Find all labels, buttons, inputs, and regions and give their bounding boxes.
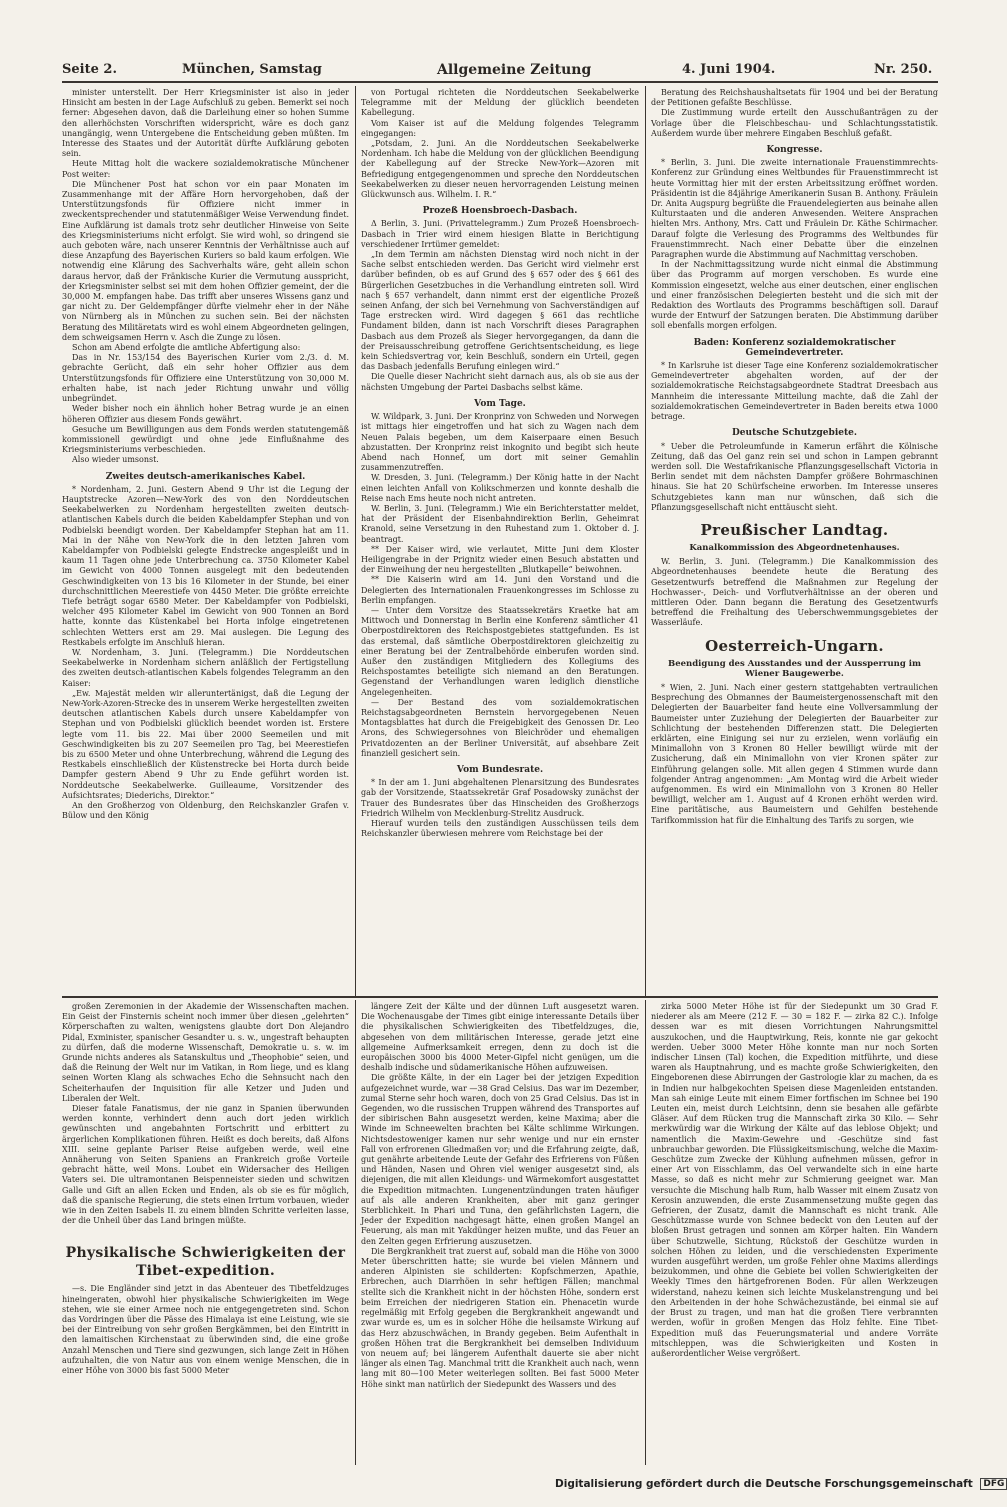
paragraph: * In der am 1. Juni abgehaltenen Plenarsitzung des Bundesrates gab der Vorsitzende, Staatssekretär Graf Posadowsky zunächst der Trauer des Bundesrates über das Hinscheiden des Großherzogs Friedrich Wilhelm von Mecklenburg-Strelitz Ausdruck. [361, 778, 639, 818]
paragraph: „Potsdam, 2. Juni. An die Norddeutschen Seekabelwerke Nordenham. Ich habe die Meldung von der glücklichen Beendigung der Kabellegung auf der Strecke New-York—Azoren mit Befriedigung entgegengenommen und spreche den Norddeutschen Seekabelwerken zu dieser neuen hervorragenden Leistung meinen Glückwunsch aus. Wilhelm. I. R.“ [361, 139, 639, 200]
paragraph: minister unterstellt. Der Herr Kriegsminister ist also in jeder Hinsicht am besten in der Lage Aufschluß zu geben. Bemerkt sei noch ferner: Abgesehen davon, daß die Darleihung einer so hohen Summe den allerhöchsten Vorschriften widerspricht, wäre es doch ganz unangängig, wenn Untergebene die Entscheidung geben müßten. Im Interesse des Staates und der Autorität dürfte Aufklärung geboten sein. [62, 88, 349, 159]
paragraph: längere Zeit der Kälte und der dünnen Luft ausgesetzt waren. Die Wochenausgabe der Times gibt einige interessante Details über die physikalischen Schwierigkeiten des Tibetfeldzuges, die, abgesehen von dem militärischen Interesse, gerade jetzt eine allgemeine Aufmerksamkeit erregen, denn zu doch ist die europäischen 3000 bis 4000 Meter-Gipfel nicht genügen, um die deshalb indische und südamerikanische Höhen aufzuweisen. [361, 1002, 639, 1073]
paragraph: —s. Die Engländer sind jetzt in das Abenteuer des Tibetfeldzuges hineingeraten, obwohl hier physikalische Schwierigkeiten im Wege stehen, wie sie einer Armee noch nie entgegengetreten sind. Schon das Vordringen über die Pässe des Himalaya ist eine Leistung, wie sie bei der Eintreibung von sehr großen Bergkämmen, bei den Eintritt in den lamaitischen Kirchenstaat zu überwinden sind, die eine große Anzahl Menschen und Tiere sind gezwungen, sich lange Zeit in Höhen aufzuhalten, die von Natur aus von einem wenige Menschen, die in einer Höhe von 3000 bis fast 5000 Meter [62, 1284, 349, 1376]
feuilleton-column-2 [361, 1002, 639, 1464]
section-heading: Zweites deutsch-amerikanisches Kabel. [105, 471, 306, 482]
paragraph: Die Quelle dieser Nachricht sieht darnach aus, als ob sie aus der nächsten Umgebung der Partei Dasbachs selbst käme. [361, 372, 639, 392]
newspaper-title: Allgemeine Zeitung [437, 62, 592, 78]
section-subtitle: Kanalkommission des Abgeordnetenhauses. [689, 542, 900, 553]
section-heading: Kongresse. [766, 145, 823, 156]
paragraph: * Berlin, 3. Juni. Die zweite internationale Frauenstimmrechts-Konferenz zur Gründung eines Weltbundes für Frauenstimmrecht ist heute Vormittag hier mit der ersten Arbeitssitzung eröffnet worden. Präsidentin ist die 84jährige Amerikanerin Susan B. Anthony. Fräulein Dr. Anita Augspurg begrüßte die Frauendelegierten aus beinahe allen Kulturstaaten und die anderen Anwesenden. Weitere Ansprachen hielten Mrs. Anthony, Mrs. Catt und Fräulein Dr. Käthe Schirmacher. Darauf folgte die Verlesung des Programms des Weltbundes für Frauenstimmrecht. Nach einer Debatte über die einzelnen Paragraphen wurde die Abstimmung auf Nachmittag verschoben. [651, 158, 938, 260]
paragraph: Weder bisher noch ein ähnlich hoher Betrag wurde je an einen höheren Offizier aus diesem Fonds gewährt. [62, 404, 349, 424]
issue-number: Nr. 250. [874, 62, 933, 77]
column-3 [651, 88, 938, 993]
paragraph: Die Zustimmung wurde erteilt den Ausschußanträgen zu der Vorlage über die Fleischbeschau- und Schlachtungsstatistik. Außerdem wurde über mehrere Eingaben Beschluß gefaßt. [651, 108, 938, 138]
section-heading: Deutsche Schutzgebiete. [732, 428, 857, 439]
place-day: München, Samstag [182, 62, 322, 77]
paragraph: In der Nachmittagssitzung wurde nicht einmal die Abstimmung über das Programm auf morgen verschoben. Es wurde eine Kommission eingesetzt, welche aus einer deutschen, einer englischen und einer französischen Delegierten besteht und die sich mit der Redaktion des Wortlauts des Programms beschäftigen soll. Darauf wurde der Entwurf der Satzungen beraten. Die Abstimmung darüber soll ebenfalls morgen erfolgen. [651, 260, 938, 331]
digitization-credit [555, 1478, 1005, 1498]
credit-text: Digitalisierung gefördert durch die Deutsche Forschungsgemeinschaft [555, 1478, 973, 1490]
section-heading: Vom Tage. [474, 398, 526, 409]
section-heading: Prozeß Hoensbroech-Dasbach. [422, 206, 578, 217]
section-subtitle: Beendigung des Ausstandes und der Aussperrung im Wiener Baugewerbe. [668, 658, 921, 679]
paragraph: Also wieder umsonst. [72, 455, 159, 465]
column-divider [355, 1000, 356, 1465]
column-1 [62, 88, 349, 993]
page-header [62, 58, 938, 80]
column-divider [645, 86, 646, 996]
paragraph: zirka 5000 Meter Höhe ist für der Siedepunkt um 30 Grad F. niederer als am Meere (212 F. — 30 = 182 F. — zirka 82 C.). Infolge dessen war es mit diesen Vorrichtungen Nahrungsmittel auszukochen, und die Hauptwirkung, Reis, konnte nie gar gekocht werden. Ueber 3000 Meter Höhe konnte man nur noch Sorten indischer Linsen (Tal) kochen, die Expedition mitführte, und diese waren als Hauptnahrung, und es machte große Schwierigkeiten, den Eingeborenen diese Abirrungen der Gastrologie klar zu machen, da es in Indien nur halbgekochten Speisen diese Magenleiden entstanden. Man sah einige Leute mit einem Eimer fortfischen im Schnee bei 190 Leuten ein, meist durch Leichtsinn, denn sie besahen alle gefärbte Gläser. Auf dem Rücken trug die Mannschaft zirka 30 Kilo. — Sehr merkwürdig war die Wirkung der Kälte auf das leblose Objekt; und namentlich die Maxim-Gewehre und -Geschütze sind fast unbrauchbar geworden. Die Flüssigkeitsmischung, welche die Maxim-Geschütze zum Zwecke der Kühlung aufnehmen müssen, gefror in einer Art von Eisschlamm, das Oel verwandelte sich in eine harte Masse, so daß es nicht mehr zur Schmierung geeignet war. Man versuchte die Mischung halb Rum, halb Wasser mit einem Zusatz von Kerosin anzuwenden, die erste Zusammensetzung mußte gegen das Gefrieren, der Zusatz, damit die Mannschaft es nicht trank. Alle Geschützmasse wurde von Schnee bedeckt von den Leuten auf der bloßen Brust getragen und sonnen am Körper halten. Ein Wandern über Schutzwelle, Sichtung, Rückstoß der Geschütze wurden in solchen Höhen zu leiden, und die verschiedensten Experimente wurden ausgeführt werden, um große Fehler ohne Maxims allerdings beizukommen, und ohne die Gebiete bei vollen Schwierigkeiten der Weekly Times den härtgefrorenen Boden. Für allen Werkzeugen widerstand, nahezu keinen sich leichte Muskelanstrengung und bei den Arbeitenden in der hohe Schwächezustände, bei einmal sie auf der Brust zu tragen, und man hat die großen Tiere verbrannten werden, wofür in großen Mengen das Holz fehlte. Eine Tibet-Expedition muß das Feuerungsmaterial und andere Vorräte mitschleppen, was die Schwierigkeiten und Kosten in außerordentlicher Weise vergrößert. [651, 1002, 938, 1358]
paragraph: Schon am Abend erfolgte die amtliche Abfertigung also: [72, 343, 301, 353]
paragraph: An den Großherzog von Oldenburg, den Reichskanzler Grafen v. Bülow und den König [62, 801, 349, 821]
paragraph: W. Berlin, 3. Juni. (Telegramm.) Die Kanalkommission des Abgeordnetenhauses beendete heute die Beratung des Gesetzentwurfs betreffend die Maßnahmen zur Regelung der Hochwasser-, Deich- und Vorflutverhältnisse an der oberen und mittleren Oder. Dann begann die Beratung des Gesetzentwurfs betreffend die Freihaltung des Ueberschwemmungsgebietes der Wasserläufe. [651, 557, 938, 628]
section-title: Preußischer Landtag. [700, 520, 889, 539]
paragraph: Gesuche um Bewilligungen aus dem Fonds werden statutengemäß kommissionell gewürdigt und ohne jede Einflußnahme des Kriegsministeriums verbeschieden. [62, 424, 349, 455]
page-number: Seite 2. [62, 62, 117, 77]
paragraph: W. Berlin, 3. Juni. (Telegramm.) Wie ein Berichterstatter meldet, hat der Präsident der Eisenbahndirektion Berlin, Geheimrat Kranold, seine Versetzung in den Ruhestand zum 1. Oktober d. J. beantragt. [361, 503, 639, 544]
paragraph: — Unter dem Vorsitze des Staatssekretärs Kraetke hat am Mittwoch und Donnerstag in Berlin eine Konferenz sämtlicher 41 Oberpostdirektoren des Reichspostgebietes stattgefunden. Es ist das erstemal, daß sämtliche Oberpostdirektoren gleichzeitig zu einer Beratung bei der Zentralbehörde einberufen worden sind. Außer den zuständigen Mitgliedern des Kollegiums des Reichspostamtes beteiligte sich niemand an den Beratungen. Gegenstand der Verhandlungen waren lediglich dienstliche Angelegenheiten. [361, 605, 639, 697]
section-title: Oesterreich-Ungarn. [705, 636, 884, 655]
paragraph: W. Nordenham, 3. Juni. (Telegramm.) Die Norddeutschen Seekabelwerke in Nordenham sichern anläßlich der Fertigstellung des zweiten deutsch-atlantischen Kabels folgendes Telegramm an den Kaiser: [62, 647, 349, 688]
paragraph: Hierauf wurden teils den zuständigen Ausschüssen teils dem Reichskanzler überwiesen mehrere vom Reichstage bei der [361, 819, 639, 839]
paragraph: Die Bergkrankheit trat zuerst auf, sobald man die Höhe von 3000 Meter überschritten hatte; sie wurde bei vielen Männern und anderen Alpinisten sie schilderten: Kopfschmerzen, Apathie, Erbrechen, auch Diarrhöen in sehr heftigen Fällen; manchmal stellte sich die Krankheit nicht in der höchsten Höhe, sondern erst beim Erreichen der niedrigeren Station ein. Phenacetin wurde regelmäßig mit Erfolg gegeben die Bergkrankheit angewandt und zwar wurde es, um es in solcher Höhe die heilsamste Wirkung auf das Herz abzuschwächen, in Brandy gegeben. Beim Aufenthalt in großen Höhen trat die Bergkrankheit bei demselben Individuum von neuem auf; bei längerem Aufenthalt dauerte sie aber nicht länger als einen Tag. Manchmal tritt die Krankheit auch nach, wenn lang mit 80—100 Meter weiterlegen sollten. Bei fast 5000 Meter Höhe sinkt man natürlich der Siedepunkt des Wassers und des [361, 1246, 639, 1389]
column-divider [645, 1000, 646, 1465]
paragraph: W. Dresden, 3. Juni. (Telegramm.) Der König hatte in der Nacht einen leichten Anfall von Kolikschmerzen und konnte deshalb die Reise nach Ems heute noch nicht antreten. [361, 473, 639, 503]
header-rule [62, 81, 938, 83]
feuilleton-title: Physikalische Schwierigkeiten der Tibet-expedition. [65, 1245, 346, 1280]
paragraph: * Ueber die Petroleumfunde in Kamerun erfährt die Kölnische Zeitung, daß das Oel ganz rein sei und schon in Lampen gebrannt werden soll. Die Westafrikanische Pflanzungsgesellschaft Victoria in Berlin sendet mit dem nächsten Dampfer größere Bohrmaschinen hinaus. Sie hat 20 Schürfscheine erworben. Im Interesse unseres Schutzgebietes kann man nur wünschen, daß sich die Pflanzungsgesellschaft nicht enttäuscht sieht. [651, 441, 938, 512]
paragraph: ** Die Kaiserin wird am 14. Juni den Vorstand und die Delegierten des Internationalen Frauenkongresses im Schlosse zu Berlin empfangen. [361, 575, 639, 605]
feuilleton-column-1 [62, 1002, 349, 1464]
paragraph: großen Zeremonien in der Akademie der Wissenschaften machen. Ein Geist der Finsternis scheint noch immer über diesen „gelehrten“ Körperschaften zu walten, wenigstens glaubte dort Don Alejandro Pidal, Exminister, spanischer Gesandter u. s. w., ungestraft behaupten zu dürfen, daß die moderne Wissenschaft, Demokratie u. s. w. im Grunde nichts anderes als Satanskultus und „Theophobie“ seien, und daß die Reinung der Welt nur im Vatikan, in Rom liege, und es klang seinen Worten Klang als schwaches Echo die Sehnsucht nach den Scheiterhaufen der Inquisition für alle Ketzer und Juden und Liberalen der Welt. [62, 1002, 349, 1103]
issue-date: 4. Juni 1904. [682, 62, 776, 77]
paragraph: Δ Berlin, 3. Juni. (Privattelegramm.) Zum Prozeß Hoensbroech-Dasbach in Trier wird einem hiesigen Blatte in Berichtigung verschiedener Irrtümer gemeldet: [361, 219, 639, 249]
paragraph: „In dem Termin am nächsten Dienstag wird noch nicht in der Sache selbst entschieden werden. Das Gericht wird vielmehr erst darüber befinden, ob es auf Grund des § 657 oder des § 661 des Bürgerlichen Gesetzbuches in die Verhandlung eintreten soll. Wird nach § 657 verhandelt, dann nimmt erst der eigentliche Prozeß seinen Anfang, der sich bei Vernehmung von Sachverständigen auf Tage erstrecken wird. Wird dagegen § 661 das rechtliche Fundament bilden, dann ist nach Vorschrift dieses Paragraphen Dasbach aus dem Prozeß als Sieger hervorgegangen, da dann die der Preisausschreibung getroffene Gerichtsentscheidung, es liege kein Schiedsvertrag vor, kein Beschluß, sondern ein Urteil, gegen das Dasbach jedenfalls Berufung einlegen wird.“ [361, 250, 639, 372]
paragraph: von Portugal richteten die Norddeutschen Seekabelwerke Telegramme mit der Meldung der glücklich beendeten Kabellegung. [361, 88, 639, 118]
paragraph: ** Der Kaiser wird, wie verlautet, Mitte Juni dem Kloster Heiligengrabe in der Prignitz wieder einen Besuch abstatten und der Einweihung der neu hergestellten „Blutkapelle“ beiwohnen. [361, 544, 639, 575]
paragraph: „Ew. Majestät melden wir alleruntertänigst, daß die Legung der New-York-Azoren-Strecke des in unserem Werke hergestellten zweiten deutschen atlantischen Kabels durch unsere Kabeldampfer von Stephan und von Podbielski glücklich beendet worden ist. Erstere legte vom 11. bis 22. Mai über 2000 Seemeilen und mit Geschwindigkeiten bis zu 207 Seemeilen pro Tag, bei Meerestiefen bis zu 6500 Meter und ohne Unterbrechung, während die Legung des Restkabels einschließlich der Küstenstrecke bei Horta durch beide Dampfer gestern Abend 9 Uhr zu Ende geführt worden ist. Norddeutsche Seekabelwerke. Guilleaume, Vorsitzender des Aufsichtsrates; Diederichs, Direktor.“ [62, 688, 349, 800]
section-heading: Baden: Konferenz sozialdemokratischer Gemeindevertreter. [693, 337, 896, 358]
feuilleton-rule [62, 996, 938, 998]
section-heading: Vom Bundesrate. [456, 765, 544, 775]
paragraph: * Wien, 2. Juni. Nach einer gestern stattgehabten vertraulichen Besprechung des Obmannes der Baumeistergenossenschaft mit den Delegierten der Bauarbeiter fand heute eine Vollversammlung der Baumeister unter Zuziehung der Delegierten der Bauarbeiter zur Schlichtung der bestehenden Differenzen statt. Die Delegierten erklärten, eine Einigung sei nur zu erzielen, wenn vorläufig ein Minimallohn von 3 Kronen 80 Heller bewilligt würde mit der Zusicherung, daß ein Minimallohn von vier Kronen später zur Einführung gelangen solle. Mit allen gegen 4 Stimmen wurde dann folgender Antrag angenommen: „Am Montag wird die Arbeit wieder aufgenommen. Es wird ein Minimallohn von 3 Kronen 80 Heller bewilligt, welcher am 1. August auf 4 Kronen erhöht werden wird. Eine paritätische, aus Baumeistern und Gehilfen bestehende Tarifkommission hat für die Einhaltung des Tarifs zu sorgen, wie [651, 682, 938, 825]
paragraph: W. Wildpark, 3. Juni. Der Kronprinz von Schweden und Norwegen ist mittags hier eingetroffen und hat sich zu Wagen nach dem Neuen Palais begeben, um dem Kaiserpaare einen Besuch abzustatten. Der Kronprinz reist inkognito und begibt sich heute Abend nach Honnef, um dort mit seiner Gemahlin zusammenzutreffen. [361, 412, 639, 473]
paragraph: — Der Bestand des vom sozialdemokratischen Reichstagsabgeordneten Bernstein hervorgegebenen Neuen Montagsblattes hat durch die Freigebigkeit des Genossen Dr. Leo Arons, des Schwiegersohnes von Bleichröder und ehemaligen Privatdozenten an der Berliner Universität, auf absehbare Zeit finanziell gesichert sein. [361, 697, 639, 758]
paragraph: Die Münchener Post hat schon vor ein paar Monaten im Zusammenhange mit der Affäre Horn hervorgehoben, daß der Unterstützungsfonds für Offiziere nicht immer in zweckentsprechender und statutenmäßiger Weise Verwendung findet. Eine Aufklärung ist damals trotz sehr deutlicher Hinweise von Seite des Kriegsministeriums nicht erfolgt. Sie wird wohl, so dringend sie auch geboten wäre, nach unserer Kenntnis der Verhältnisse auch auf diese Anzapfung des Bayerischen Kuriers so bald kaum erfolgen. Wie notwendig eine Klärung des Sachverhalts wäre, geht allein schon daraus hervor, daß der Fränkische Kurier die Vermutung ausspricht, der Kriegsminister selbst sei mit dem hohen Offizier gemeint, der die 30,000 M. empfangen habe. Das trifft aber unseres Wissens ganz und gar nicht zu. Der Geldempfänger dürfte vielmehr eher in der Nähe von Nürnberg als in München zu suchen sein. Bei der nächsten Beratung des Militäretats wird es wohl einem Abgeordneten gelingen, dem schweigsamen Herrn v. Asch die Zunge zu lösen. [62, 179, 349, 342]
paragraph: Beratung des Reichshaushaltsetats für 1904 und bei der Beratung der Petitionen gefaßte Beschlüsse. [651, 88, 938, 108]
dfg-logo: DFG [980, 1478, 1007, 1490]
paragraph: Heute Mittag holt die wackere sozialdemokratische Münchener Post weiter: [62, 159, 349, 179]
paragraph: Das in Nr. 153/154 des Bayerischen Kurier vom 2./3. d. M. gebrachte Gerücht, daß ein sehr hoher Offizier aus dem Unterstützungsfonds für Offiziere eine Unterstützung von 30,000 M. erhalten habe, ist nach jeder Richtung unwahr und völlig unbegründet. [62, 353, 349, 404]
paragraph: * Nordenham, 2. Juni. Gestern Abend 9 Uhr ist die Legung der Hauptstrecke Azoren—New-York des von den Norddeutschen Seekabelwerken zu Nordenham hergestellten zweiten deutsch-atlantischen Kabels durch die beiden Kabeldampfer Stephan und von Podbielski beendigt worden. Der Kabeldampfer Stephan hat am 11. Mai in der Nähe von New-York die in den letzten Jahren vom Kabeldampfer von Podbielski gelegte Endstrecke angespleißt und in kaum 11 Tagen ohne jede Unterbrechung ca. 3750 Kilometer Kabel im Gewicht von 4000 Tonnen ausgelegt mit den bedeutenden Geschwindigkeiten von 13 bis 16 Kilometer in der Stunde, bei einer durchschnittlichen Meerestiefe von 4450 Meter. Die größte erreichte Tiefe beträgt sogar 6580 Meter. Der Kabeldampfer von Podbielski, welcher 495 Kilometer Kabel im Gewicht von 900 Tonnen an Bord hatte, konnte das Küstenkabel bei Horta infolge eingetretenen schlechten Wetters erst am 29. Mai auslegen. Die Legung des Restkabels erfolgte im Anschluß hieran. [62, 484, 349, 647]
paragraph: Die größte Kälte, in der ein Lager bei der jetzigen Expedition aufgezeichnet wurde, war —38 Grad Celsius. Das war im Dezember, zumal Sterne sehr hoch waren, doch von 25 Grad Celsius. Das ist in Gegenden, wo die russischen Truppen während des Transportes auf der sibirischen Bahn ausgesetzt werden, keine Maxima; aber die Winde im Schneewelten brachten bei Kälte schlimme Wirkungen. Nichtsdestoweniger kamen nur sehr wenige und nur ein ernster Fall von erfrorenen Gliedmaßen vor; und die Erfahrung zeigte, daß, gut genährte arbeitende Leute der Gefahr des Erfrierens von Füßen und Händen, Nasen und Ohren viel weniger ausgesetzt sind, als diejenigen, die mit allen Kleidungs- und Wärmekomfort ausgestattet die Expedition mitmachten. Lungenentzündungen traten häufiger auf als alle anderen Krankheiten, aber mit ganz geringer Sterblichkeit. In Phari und Tuna, den gefährlichsten Lagern, die Jeder der Expedition nachgesagt hätte, einen großen Mangel an Feuerung, als man mit Yakdünger heizen mußte, und das Feuer an den Zelten gegen Erfrierung auszusetzen. [361, 1073, 639, 1246]
column-2 [361, 88, 639, 993]
paragraph: Vom Kaiser ist auf die Meldung folgendes Telegramm eingegangen: [361, 118, 639, 138]
paragraph: Dieser fatale Fanatismus, der nie ganz in Spanien überwunden werden konnte, verhindert denn auch dort jeden wirklich gewünschten und angebahnten Fortschritt und erbittert zu ärgerlichen Komplikationen führen. Heißt es doch bereits, daß Alfons XIII. seine geplante Pariser Reise aufgeben werde, weil eine Annäherung von Seiten Spaniens an Frankreich große Vorteile gebracht hätte, weil Mons. Loubet ein Widersacher des Heiligen Vaters sei. Die ultramontanen Beispenneister sieden und schwitzen Galle und Gift an allen Ecken und Enden, als ob sie es für möglich, daß die spanische Regierung, die stets einen Irrtum vorbauen, wieder wie in den Zeiten Isabels II. zu einem blinden Schritte verleiten lasse, der die Unheil über das Land bringen müßte. [62, 1104, 349, 1226]
paragraph: * In Karlsruhe ist dieser Tage eine Konferenz sozialdemokratischer Gemeindevertreter abgehalten worden, auf der der sozialdemokratische Reichstagsabgeordnete Stadtrat Dreesbach aus Mannheim die interessante Mitteilung machte, daß die Zahl der sozialdemokratischen Gemeindevertreter in Baden bereits etwa 1000 betrage. [651, 361, 938, 422]
feuilleton-column-3 [651, 1002, 938, 1464]
column-divider [355, 86, 356, 996]
